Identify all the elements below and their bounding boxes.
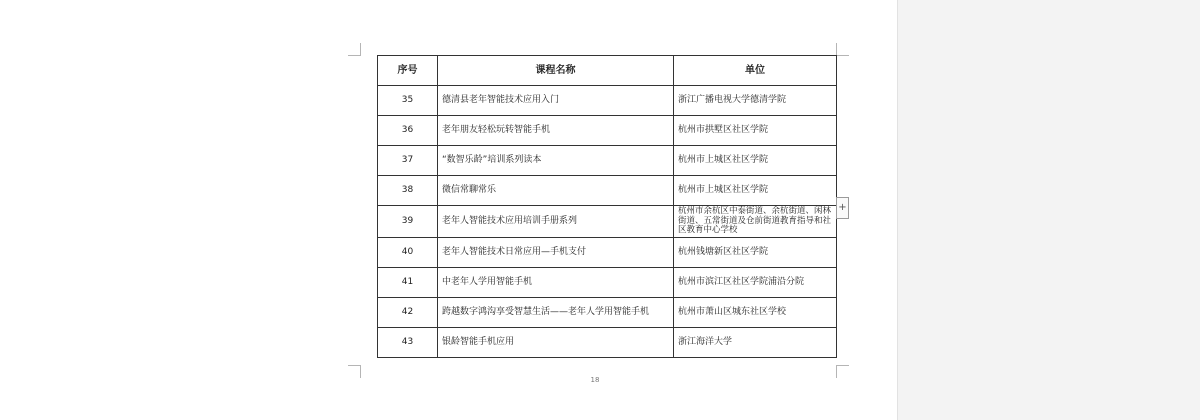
- row-unit[interactable]: 杭州钱塘新区社区学院: [674, 238, 837, 268]
- row-course-name[interactable]: 微信常聊常乐: [438, 176, 674, 206]
- row-unit[interactable]: 浙江广播电视大学德清学院: [674, 86, 837, 116]
- row-course-name[interactable]: 银龄智能手机应用: [438, 328, 674, 358]
- row-course-name[interactable]: 德清县老年智能技术应用入门: [438, 86, 674, 116]
- row-index[interactable]: 39: [378, 206, 438, 238]
- table-row: [378, 268, 837, 298]
- row-index[interactable]: 36: [378, 116, 438, 146]
- row-course-name[interactable]: 老年朋友轻松玩转智能手机: [438, 116, 674, 146]
- row-course-name[interactable]: “数智乐龄”培训系列读本: [438, 146, 674, 176]
- table-row: [378, 298, 837, 328]
- crop-mark-top-left: [348, 43, 361, 56]
- row-index[interactable]: 41: [378, 268, 438, 298]
- header-index: 序号: [378, 56, 438, 86]
- row-course-name[interactable]: 老年人智能技术应用培训手册系列: [438, 206, 674, 238]
- header-unit: 单位: [674, 56, 837, 86]
- row-unit[interactable]: 杭州市滨江区社区学院浦沿分院: [674, 268, 837, 298]
- crop-mark-bottom-right: [836, 365, 849, 378]
- page-number: 18: [590, 376, 600, 384]
- row-index[interactable]: 43: [378, 328, 438, 358]
- right-gutter: [897, 0, 1200, 420]
- table-row: [378, 206, 837, 238]
- row-index[interactable]: 35: [378, 86, 438, 116]
- row-course-name[interactable]: 中老年人学用智能手机: [438, 268, 674, 298]
- table-row: [378, 146, 837, 176]
- crop-mark-top-right: [836, 43, 849, 56]
- crop-mark-bottom-left: [348, 365, 361, 378]
- header-course-name: 课程名称: [438, 56, 674, 86]
- table-row: [378, 238, 837, 268]
- row-course-name[interactable]: 老年人智能技术日常应用—手机支付: [438, 238, 674, 268]
- table-row: [378, 86, 837, 116]
- table-header-row: [378, 56, 837, 86]
- row-unit[interactable]: 浙江海洋大学: [674, 328, 837, 358]
- row-course-name[interactable]: 跨越数字鸿沟享受智慧生活——老年人学用智能手机: [438, 298, 674, 328]
- course-table: [377, 55, 837, 358]
- row-unit[interactable]: 杭州市余杭区中泰街道、余杭街道、闲林街道、五常街道及仓前街道教育指导和社区教育中心学校: [674, 206, 837, 238]
- table-row: [378, 176, 837, 206]
- table-row: [378, 116, 837, 146]
- row-index[interactable]: 38: [378, 176, 438, 206]
- table-row: [378, 328, 837, 358]
- row-index[interactable]: 42: [378, 298, 438, 328]
- add-row-button[interactable]: +: [836, 197, 849, 219]
- row-unit[interactable]: 杭州市上城区社区学院: [674, 176, 837, 206]
- row-unit[interactable]: 杭州市拱墅区社区学院: [674, 116, 837, 146]
- row-unit[interactable]: 杭州市上城区社区学院: [674, 146, 837, 176]
- row-index[interactable]: 37: [378, 146, 438, 176]
- row-unit[interactable]: 杭州市萧山区城东社区学校: [674, 298, 837, 328]
- row-index[interactable]: 40: [378, 238, 438, 268]
